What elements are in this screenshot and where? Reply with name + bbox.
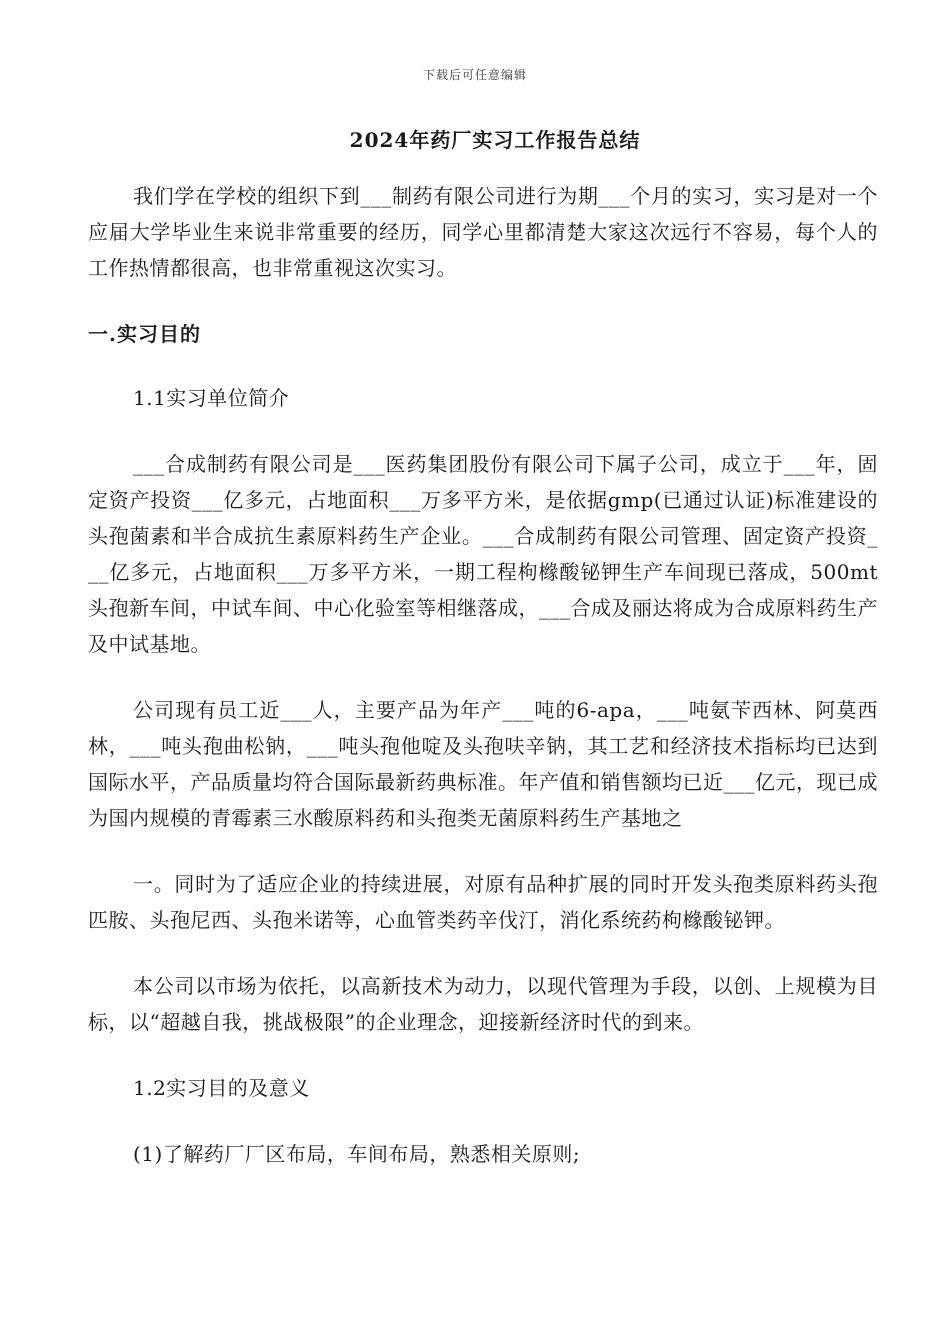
section-heading-internship-purpose: 一.实习目的	[88, 322, 201, 346]
company-intro-paragraph: ___合成制药有限公司是___医药集团股份有限公司下属子公司，成立于___年，固定资产投资___亿多元，占地面积___万多平方米，是依据gmp(已通过认证)标准建设的头孢菌素和半合成抗生素原料药生产企业。___合成制药有限公司管理、固定资产投资___亿多元，占地面积___万多平方米，一期工程枸橼酸铋钾生产车间现已落成，500mt头孢新车间，中试车间、中心化验室等相继落成，___合成及丽达将成为合成原料药生产及中试基地。	[88, 452, 878, 656]
document-title: 2024年药厂实习工作报告总结	[349, 128, 641, 152]
header-note: 下载后可任意编辑	[422, 68, 527, 82]
purpose-list-item: (1)了解药厂厂区布局，车间布局，熟悉相关原则;	[133, 1142, 581, 1166]
intro-paragraph: 我们学在学校的组织下到___制药有限公司进行为期___个月的实习，实习是对一个应届大学毕业生来说非常重要的经历，同学心里都清楚大家这次远行不容易，每个人的工作热情都很高，也非常重视这次实习。	[88, 184, 878, 280]
philosophy-paragraph: 本公司以市场为依托，以高新技术为动力，以现代管理为手段，以创、上规模为目标，以“超越自我，挑战极限”的企业理念，迎接新经济时代的到来。	[88, 974, 878, 1034]
products-paragraph: 公司现有员工近___人，主要产品为年产___吨的6-apa，___吨氨苄西林、阿莫西林，___吨头孢曲松钠，___吨头孢他啶及头孢呋辛钠，其工艺和经济技术指标均已达到国际水平，产品质量均符合国际最新药典标准。年产值和销售额均已近___亿元，现已成为国内规模的青霉素三水酸原料药和头孢类无菌原料药生产基地之	[88, 698, 878, 830]
subsection-heading-company-intro: 1.1实习单位简介	[133, 386, 290, 410]
development-paragraph: 一。同时为了适应企业的持续进展，对原有品种扩展的同时开发头孢类原料药头孢匹胺、头孢尼西、头孢米诺等，心血管类药辛伐汀，消化系统药枸橼酸铋钾。	[88, 872, 878, 932]
subsection-heading-purpose-significance: 1.2实习目的及意义	[133, 1076, 310, 1100]
document-body	[88, 178, 878, 1202]
